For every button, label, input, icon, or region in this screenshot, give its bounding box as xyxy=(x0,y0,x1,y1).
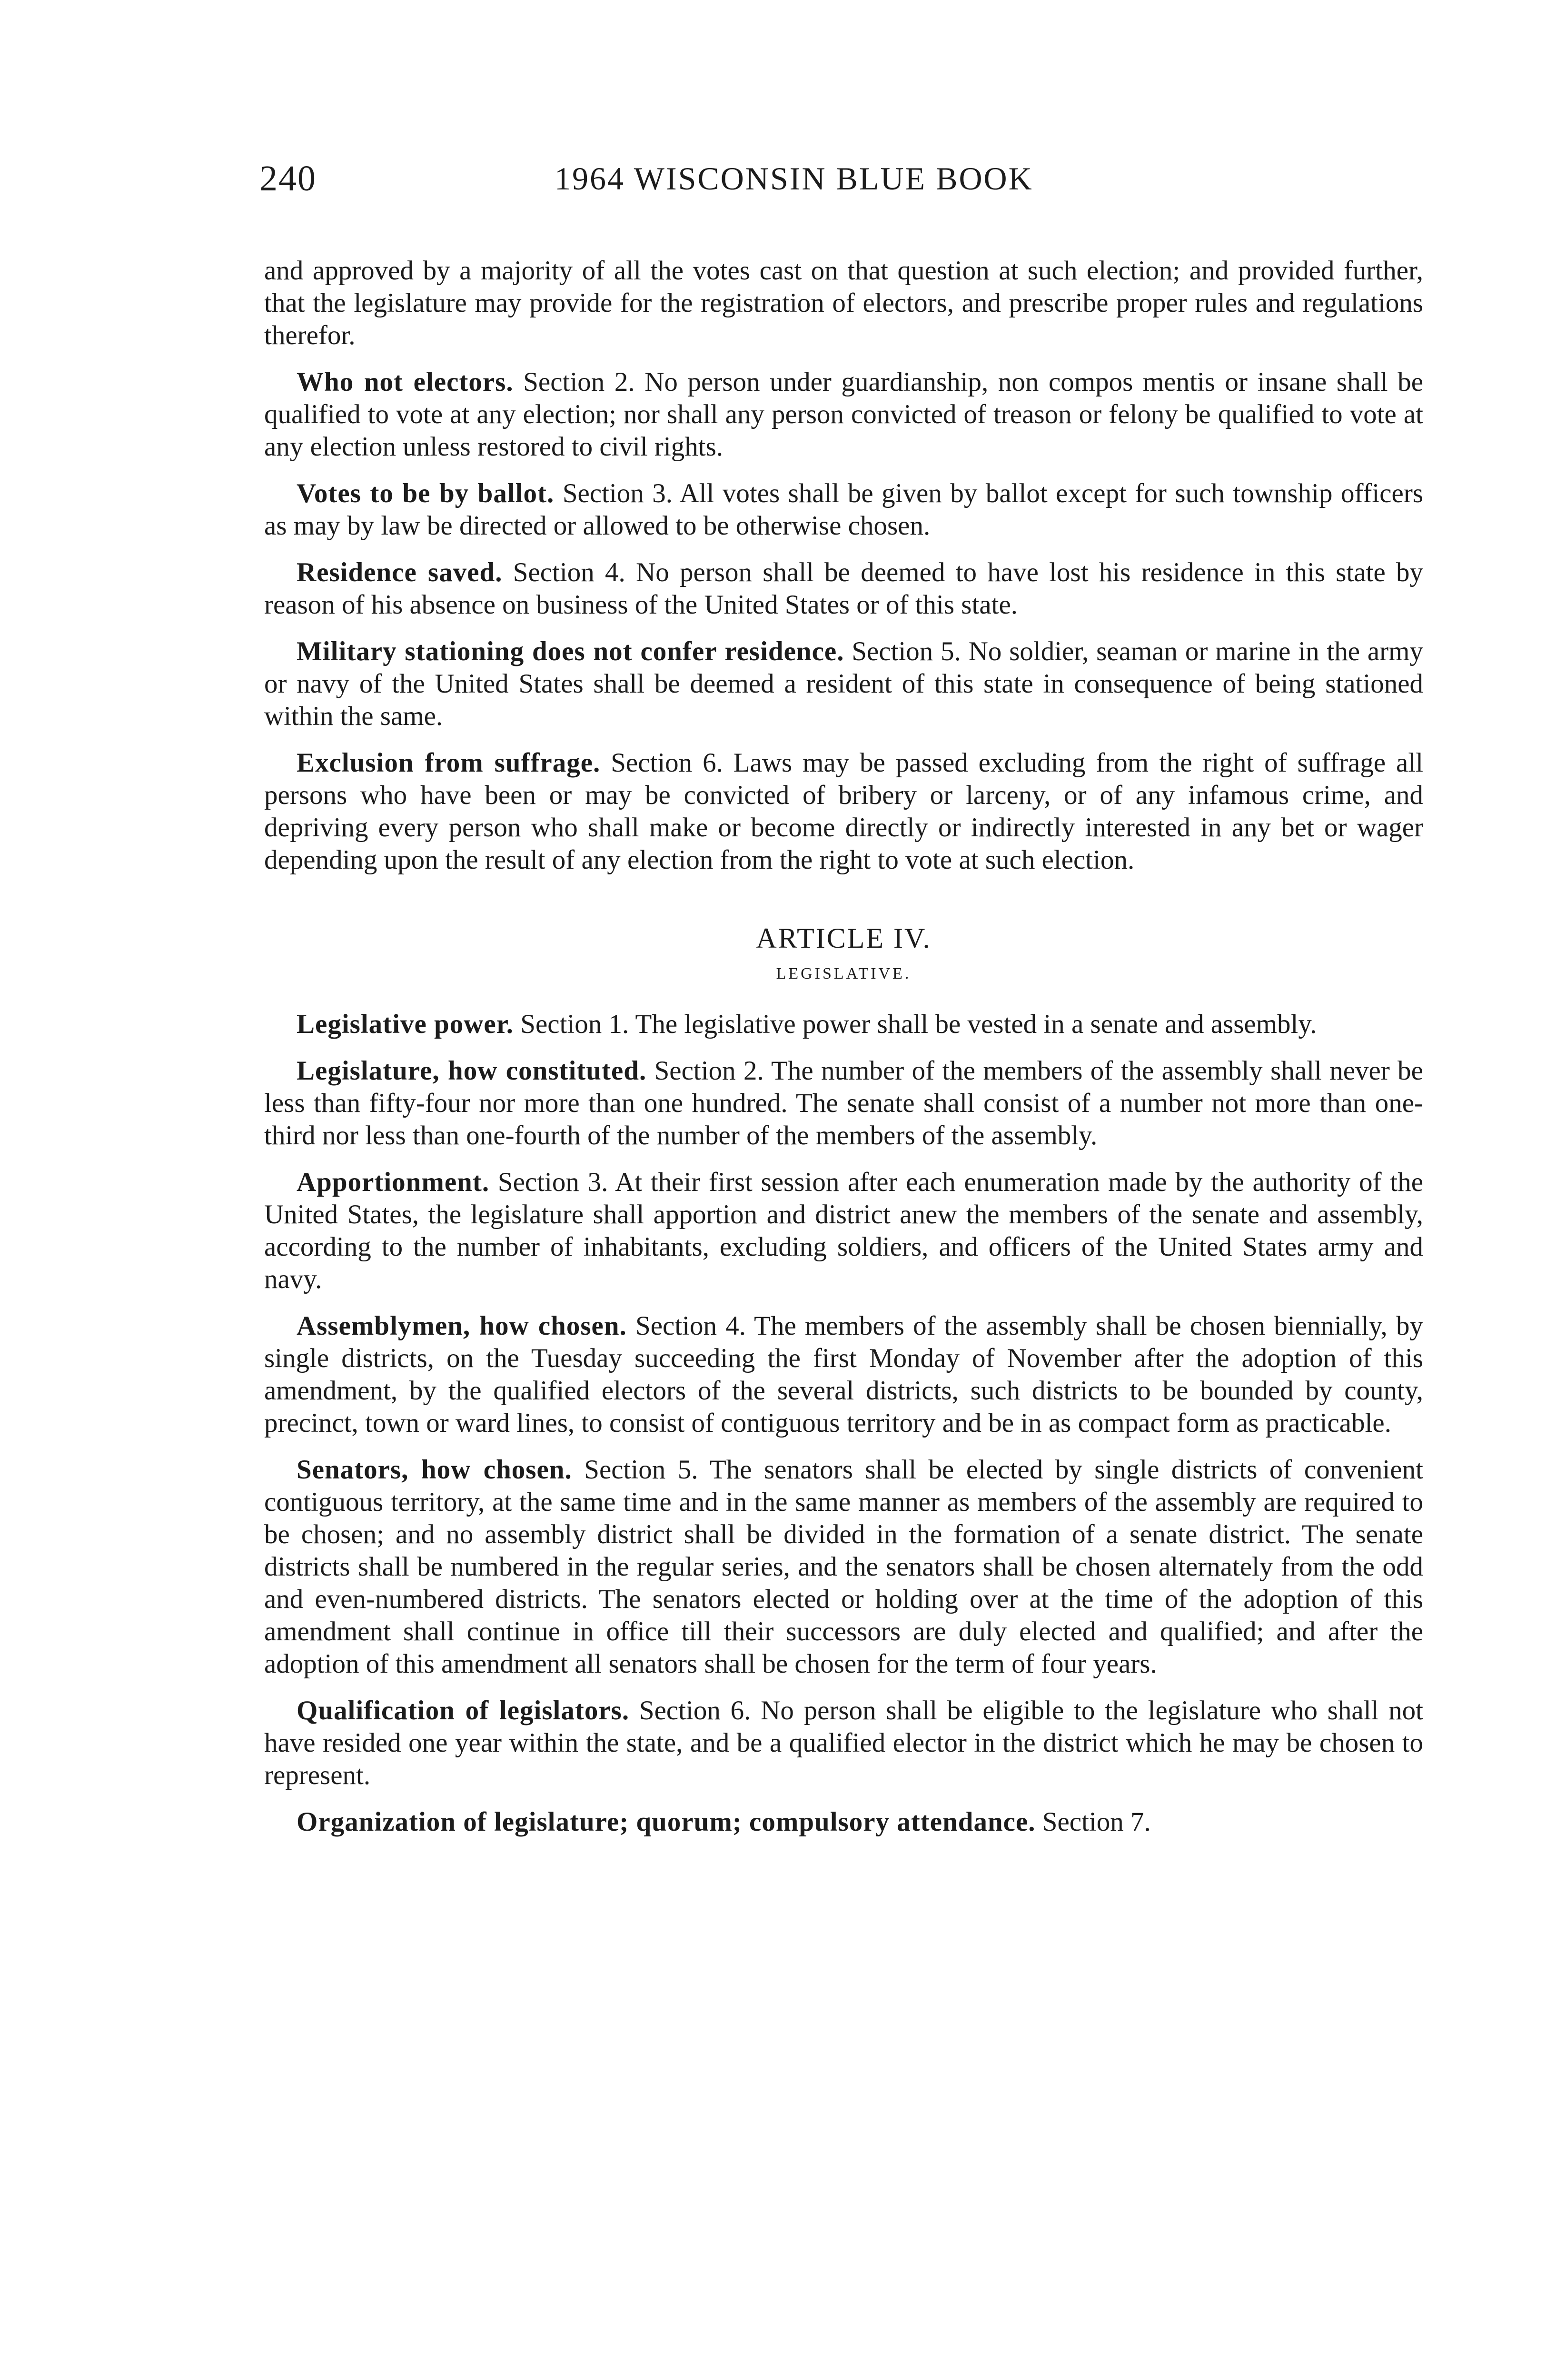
section-text: No person shall be deemed to have lost his residence in this state by reason of his absence on business of the United States or of this state. xyxy=(264,557,1424,620)
section-number: Section 3. xyxy=(562,478,673,508)
section-heading: Legislature, how constituted. xyxy=(297,1056,647,1086)
section-number: Section 3. xyxy=(497,1167,608,1197)
section-text: At their first session after each enumeration made by the authority of the United States, the legislature shall apportion and district anew the members of the senate and assembly, according to the number of inhabitants, excluding soldiers, and officers of the United States army and navy. xyxy=(264,1167,1424,1294)
section-paragraph xyxy=(264,1310,1423,1439)
section-heading: Votes to be by ballot. xyxy=(297,478,555,508)
section-paragraph xyxy=(264,1166,1423,1296)
section-paragraph xyxy=(264,635,1423,733)
running-title: 1964 WISCONSIN BLUE BOOK xyxy=(555,160,1033,197)
section-text: The members of the assembly shall be chosen biennially, by single districts, on the Tuesday succeeding the first Monday of November after the adoption of this amendment, by the qualified electors of the several districts, such districts to be bounded by county, precinct, town or ward lines, to consist of contiguous territory and be in as compact form as practicable. xyxy=(264,1311,1424,1438)
section-heading: Senators, how chosen. xyxy=(297,1455,572,1485)
page-header xyxy=(259,152,1288,205)
section-heading: Assemblymen, how chosen. xyxy=(297,1311,627,1341)
section-text: No person shall be eligible to the legislature who shall not have resided one year within the state, and be a qualified elector in the district which he may be chosen to represent. xyxy=(264,1696,1424,1790)
section-number: Section 5. xyxy=(852,636,961,666)
section-heading: Who not electors. xyxy=(297,367,514,397)
section-paragraph xyxy=(264,366,1423,463)
section-number: Section 4. xyxy=(513,557,625,587)
article-subheading: LEGISLATIVE. xyxy=(776,965,912,982)
section-heading: Qualification of legislators. xyxy=(297,1696,630,1726)
section-paragraph xyxy=(264,1454,1423,1680)
section-text: The legislative power shall be vested in a senate and assembly. xyxy=(635,1009,1317,1039)
section-text: Laws may be passed excluding from the right of suffrage all persons who have been or may be convicted of bribery or larceny, or of any infamous crime, and depriving every person who shall make or become directly or indirectly interested in any bet or wager depending upon the result of any election from the right to vote at such election. xyxy=(264,748,1424,875)
section-heading: Organization of legislature; quorum; compulsory attendance. xyxy=(297,1807,1036,1837)
section-paragraph xyxy=(264,747,1423,876)
section-paragraph xyxy=(264,477,1423,542)
section-paragraph xyxy=(264,556,1423,621)
section-heading: Military stationing does not confer residence. xyxy=(297,636,844,666)
page-body xyxy=(264,255,1423,1853)
section-number: Section 4. xyxy=(635,1311,746,1341)
section-heading: Legislative power. xyxy=(297,1009,514,1039)
section-text: No person under guardianship, non compos mentis or insane shall be qualified to vote at any election; nor shall any person convicted of treason or felony be qualified to vote at any election unless restored to civil rights. xyxy=(264,367,1423,462)
section-text: No soldier, seaman or marine in the army or navy of the United States shall be deemed a resident of this state in consequence of being stationed within the same. xyxy=(264,636,1424,731)
section-heading: Exclusion from suffrage. xyxy=(297,748,601,778)
section-number: Section 6. xyxy=(611,748,723,778)
section-text: The number of the members of the assembly shall never be less than fifty-four nor more than one hundred. The senate shall consist of a number not more than one-third nor less than one-fourth of the number of the members of the assembly. xyxy=(264,1056,1423,1150)
section-paragraph xyxy=(264,1008,1423,1041)
section-number: Section 7. xyxy=(1042,1807,1151,1837)
section-text: All votes shall be given by ballot except for such township officers as may by law be directed or allowed to be otherwise chosen. xyxy=(264,478,1424,541)
continuation-paragraph: and approved by a majority of all the votes cast on that question at such election; and provided further, that the legislature may provide for the registration of electors, and prescribe proper rules and regulations therefor. xyxy=(264,256,1423,350)
article-heading: ARTICLE IV. xyxy=(756,922,932,954)
section-number: Section 6. xyxy=(639,1696,751,1726)
section-number: Section 1. xyxy=(520,1009,629,1039)
section-number: Section 2. xyxy=(523,367,635,397)
section-number: Section 2. xyxy=(654,1056,764,1086)
section-paragraph xyxy=(264,1806,1423,1838)
section-heading: Residence saved. xyxy=(297,557,503,587)
section-text: The senators shall be elected by single districts of convenient contiguous territory, at the same time and in the same manner as members of the assembly are required to be chosen; and no assembly district shall be divided in the formation of a senate district. The senate districts shall be numbered in the regular series, and the senators shall be chosen alternately from the odd and even-numbered districts. The senators elected or holding over at the time of the adoption of this amendment shall continue in office till their successors are duly elected and qualified; and after the adoption of this amendment all senators shall be chosen for the term of four years. xyxy=(264,1455,1423,1679)
section-paragraph xyxy=(264,1055,1423,1152)
section-number: Section 5. xyxy=(584,1455,698,1485)
section-paragraph xyxy=(264,1695,1423,1792)
page-number: 240 xyxy=(259,159,317,198)
section-heading: Apportionment. xyxy=(297,1167,490,1197)
